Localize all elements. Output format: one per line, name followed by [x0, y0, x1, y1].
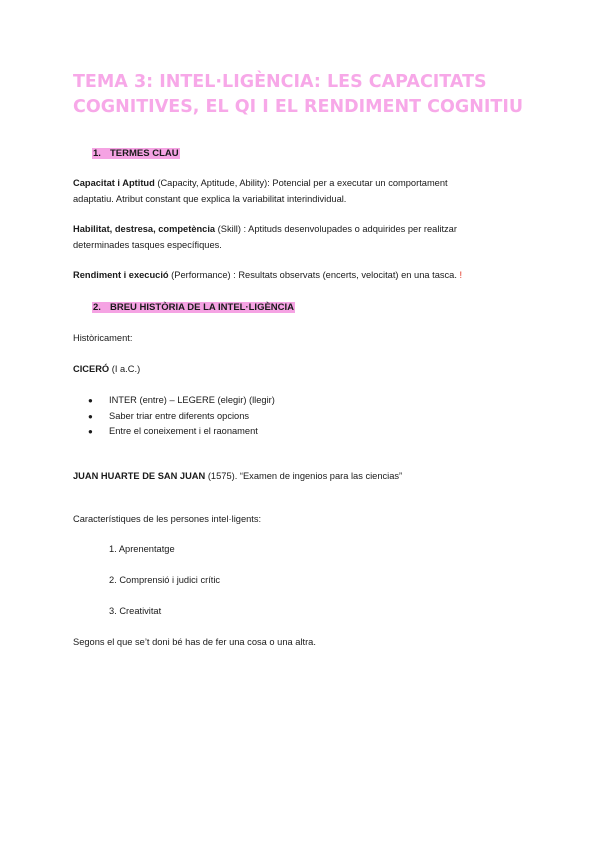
page-title [73, 70, 573, 120]
caracteristiques-label: Característiques de les persones intel·ligents: [73, 514, 262, 524]
huarte-text: (1575). “Examen de ingenios para las ciencias” [205, 471, 403, 481]
term-text: (Skill) : Aptituds desenvolupades o adquirides per realitzar [215, 224, 457, 234]
numbered-item: 2. Comprensió i judici crític [109, 575, 221, 585]
title-line-2: COGNITIVES, EL QI I EL RENDIMENT COGNITIU [73, 97, 524, 117]
term-name: Rendiment i execució [73, 270, 169, 280]
cicero-date: (I a.C.) [109, 364, 141, 374]
list-item: ● Saber triar entre diferents opcions [88, 410, 250, 421]
numbered-item: 3. Creativitat [109, 606, 162, 616]
list-item: ● Entre el coneixement i el raonament [88, 426, 258, 436]
section-label: TERMES CLAU [110, 148, 179, 159]
historicament-label: Històricament: [73, 333, 133, 343]
numbered-item: 1. Aprenentatge [109, 544, 175, 554]
cicero-name: CICERÓ [73, 364, 110, 374]
term-paragraph-habilitat [73, 222, 493, 253]
term-text-cont: determinades tasques específiques. [73, 239, 222, 250]
bullet-icon: ● [88, 396, 93, 405]
section-number: 2. [93, 302, 101, 313]
section-label: BREU HISTÒRIA DE LA INTEL·LIGÈNCIA [110, 302, 295, 313]
closing-sentence: Segons el que se’t doni bé has de fer una cosa o una altra. [73, 637, 316, 647]
section-number: 1. [93, 148, 101, 159]
exclamation-mark: ! [456, 270, 463, 280]
term-name: Capacitat i Aptitud [73, 178, 155, 188]
term-text-cont: adaptatiu. Atribut constant que explica la variabilitat interindividual. [73, 193, 347, 204]
cicero-bullet-list [88, 394, 275, 441]
term-paragraph-capacitat [73, 176, 493, 207]
bullet-icon: ● [88, 427, 93, 436]
bullet-icon: ● [88, 411, 93, 421]
cicero-line [73, 363, 140, 376]
section-heading-2 [92, 301, 295, 314]
list-item: ● INTER (entre) – LEGERE (elegir) (llegir) [88, 395, 275, 405]
title-line-1: TEMA 3: INTEL·LIGÈNCIA: LES CAPACITATS [73, 72, 487, 92]
term-text: (Performance) : Resultats observats (encerts, velocitat) en una tasca. [168, 270, 457, 280]
huarte-name: JUAN HUARTE DE SAN JUAN [73, 471, 206, 481]
section-heading-1 [92, 147, 180, 160]
term-text: (Capacity, Aptitude, Ability): Potencial per a executar un comportament [154, 178, 448, 188]
term-paragraph-rendiment [73, 268, 543, 284]
huarte-line [73, 470, 402, 483]
term-name: Habilitat, destresa, competència [73, 224, 216, 234]
